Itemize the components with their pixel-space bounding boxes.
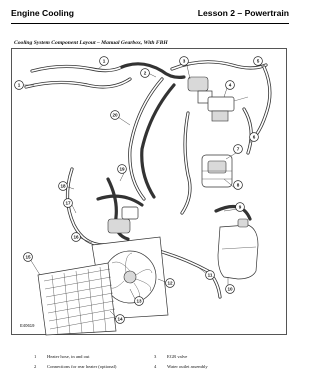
legend-text: Heater hose, in and out bbox=[47, 354, 90, 359]
legend-row bbox=[34, 352, 274, 362]
svg-text:8: 8 bbox=[236, 182, 240, 188]
callout-5 bbox=[254, 57, 263, 66]
callout-20 bbox=[111, 111, 120, 120]
svg-text:1: 1 bbox=[102, 58, 106, 64]
svg-text:6: 6 bbox=[252, 134, 256, 140]
svg-text:18: 18 bbox=[60, 183, 66, 189]
svg-text:19: 19 bbox=[119, 166, 125, 172]
svg-text:17: 17 bbox=[65, 200, 71, 206]
svg-text:13: 13 bbox=[136, 298, 142, 304]
svg-text:9: 9 bbox=[238, 204, 242, 210]
callout-18 bbox=[59, 182, 68, 191]
callout-10 bbox=[226, 285, 235, 294]
callout-12 bbox=[166, 279, 175, 288]
coolant-pipes bbox=[130, 79, 190, 213]
svg-text:2: 2 bbox=[143, 70, 147, 76]
legend-text: Water outlet assembly bbox=[167, 364, 208, 369]
header-lesson-title: Lesson 2 – Powertrain bbox=[197, 8, 289, 18]
legend-item bbox=[34, 352, 154, 362]
callout-14 bbox=[116, 315, 125, 324]
callout-8 bbox=[234, 181, 243, 190]
water-outlet-assembly bbox=[208, 97, 248, 121]
svg-text:3: 3 bbox=[182, 58, 186, 64]
callout-19 bbox=[118, 165, 127, 174]
legend-item bbox=[34, 362, 154, 372]
legend-row bbox=[34, 362, 274, 372]
callout-2 bbox=[141, 69, 150, 78]
legend-number: 2 bbox=[34, 364, 37, 369]
svg-text:15: 15 bbox=[25, 254, 31, 260]
svg-text:14: 14 bbox=[117, 316, 123, 322]
callout-7 bbox=[234, 145, 243, 154]
page-header bbox=[11, 8, 289, 24]
legend bbox=[34, 352, 274, 372]
svg-text:11: 11 bbox=[207, 272, 213, 278]
header-section-title: Engine Cooling bbox=[11, 8, 75, 18]
callout-11 bbox=[206, 271, 215, 280]
legend-item bbox=[154, 352, 274, 362]
figure-id: E40619 bbox=[20, 323, 35, 328]
svg-text:5: 5 bbox=[256, 58, 260, 64]
coolant-reservoir bbox=[218, 219, 258, 279]
callout-6 bbox=[250, 133, 259, 142]
header-rule bbox=[11, 23, 289, 24]
cooling-system-diagram bbox=[12, 49, 288, 336]
callout-17 bbox=[64, 199, 73, 208]
callout-16 bbox=[72, 233, 81, 242]
legend-item bbox=[154, 362, 274, 372]
callout-1-top bbox=[100, 57, 109, 66]
legend-number: 4 bbox=[154, 364, 157, 369]
radiator bbox=[38, 263, 116, 335]
figure-title: Cooling System Component Layout – Manual Gearbox, With FBH bbox=[14, 40, 168, 46]
legend-number: 3 bbox=[154, 354, 157, 359]
svg-text:12: 12 bbox=[167, 280, 173, 286]
svg-text:1: 1 bbox=[17, 82, 21, 88]
callout-9 bbox=[236, 203, 245, 212]
legend-text: EGR valve bbox=[167, 354, 188, 359]
svg-text:7: 7 bbox=[236, 146, 240, 152]
legend-text: Connections for rear heater (optional) bbox=[47, 364, 117, 369]
figure-frame bbox=[11, 48, 287, 335]
svg-text:10: 10 bbox=[227, 286, 233, 292]
callout-15 bbox=[24, 253, 33, 262]
callout-13 bbox=[135, 297, 144, 306]
callout-3 bbox=[180, 57, 189, 66]
svg-text:16: 16 bbox=[73, 234, 79, 240]
callout-1-left bbox=[15, 81, 24, 90]
legend-number: 1 bbox=[34, 354, 37, 359]
callout-4 bbox=[226, 81, 235, 90]
svg-text:20: 20 bbox=[112, 112, 118, 118]
svg-text:4: 4 bbox=[228, 82, 232, 88]
